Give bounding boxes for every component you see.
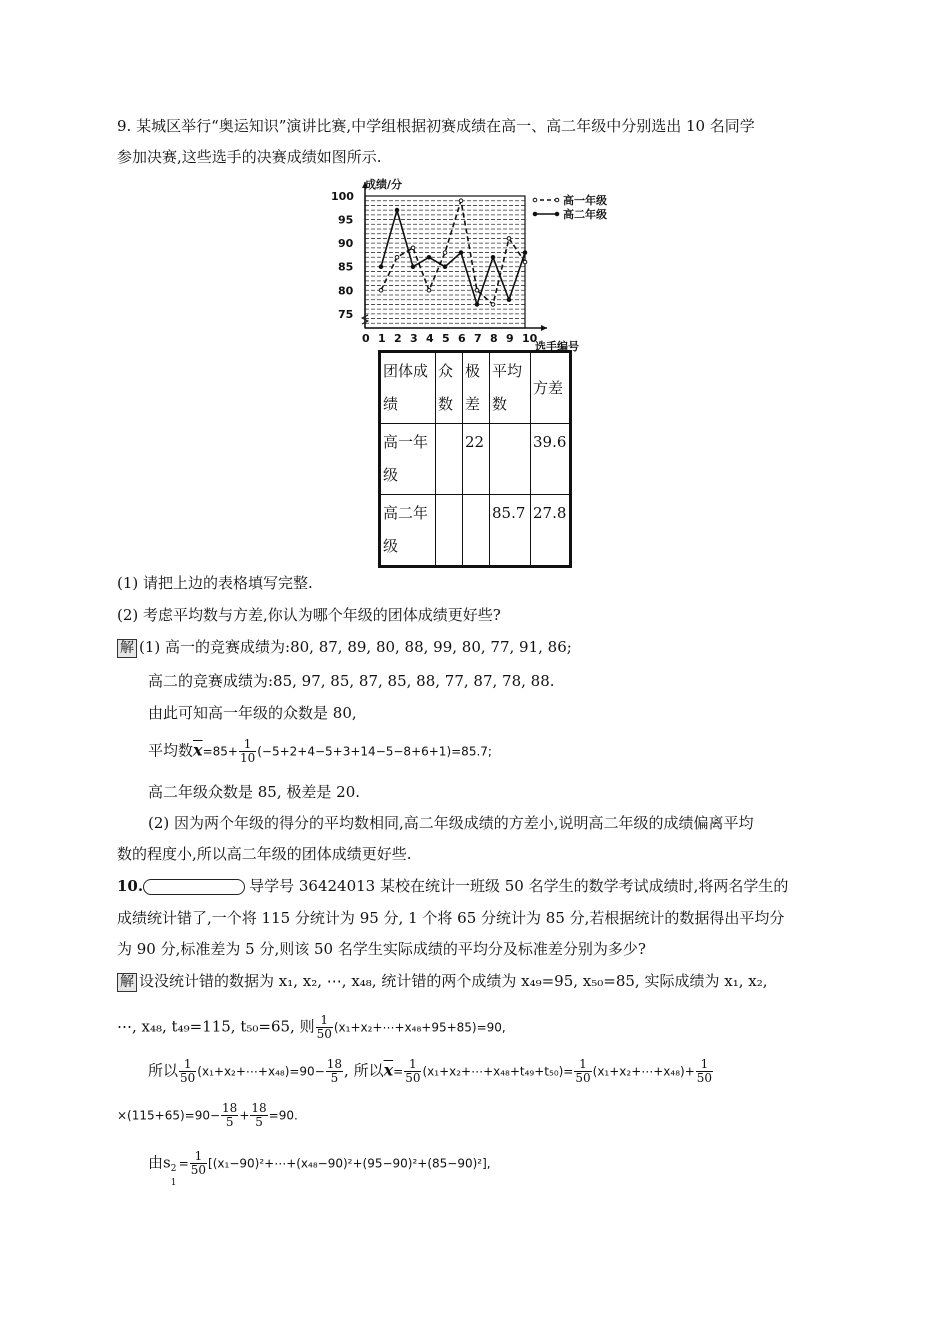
- x-tick-label: 5: [442, 332, 450, 345]
- fraction: $\frac{1}{50}$: [316, 1013, 332, 1041]
- legend-label: 高一年级: [563, 194, 607, 207]
- eq-part: (x₁+x₂+⋯+x₄₈)=90−: [197, 1064, 325, 1079]
- legend-point: [555, 198, 559, 202]
- eq-part: (x₁+x₂+⋯+x₄₈+t₄₉+t₅₀)=: [422, 1064, 574, 1079]
- eq-part: =90.: [268, 1108, 298, 1123]
- x-tick-label: 9: [506, 332, 514, 345]
- data-point: [427, 255, 431, 259]
- data-point: [411, 246, 415, 250]
- eq-part: +: [239, 1108, 250, 1123]
- x-tick-label: 3: [410, 332, 418, 345]
- fraction: $\frac{1}{50}$: [180, 1057, 196, 1085]
- eq-part: (−5+2+4−5+3+14−5−8+6+1)=85.7;: [257, 744, 492, 759]
- answer-badge: 解: [117, 639, 137, 658]
- y-tick-label: 90: [338, 237, 354, 251]
- x-tick-label: 0: [362, 332, 370, 345]
- data-point: [507, 237, 511, 241]
- y-axis-label: 成绩/分: [365, 178, 403, 191]
- eq-part: (x₁+x₂+⋯+x₄₈)+: [592, 1064, 695, 1079]
- y-tick-label: 75: [338, 307, 354, 321]
- y-tick-label: 85: [338, 260, 354, 274]
- data-point: [491, 255, 495, 259]
- data-point: [427, 288, 431, 292]
- table-cell: 高二年级: [380, 495, 436, 567]
- fraction: $\frac{1}{10}$: [239, 737, 256, 765]
- eq-part: =85+: [202, 744, 238, 759]
- data-point: [443, 265, 447, 269]
- data-point: [475, 303, 479, 307]
- eq-part: [(x₁−90)²+⋯+(x₄₈−90)²+(95−90)²+(85−90)²],: [208, 1156, 491, 1171]
- eq-part: ×(115+65)=90−: [117, 1108, 221, 1123]
- table-header: 极差: [463, 352, 490, 424]
- q10-line3: 为 90 分,标准差为 5 分,则该 50 名学生实际成绩的平均分及标准差分别为多少?: [117, 940, 646, 958]
- x-axis-arrow: [541, 325, 547, 331]
- q9-line1: 9. 某城区举行“奥运知识”演讲比赛,中学组根据初赛成绩在高一、高二年级中分别选出 10 名同学: [117, 117, 755, 135]
- legend-point: [533, 212, 537, 216]
- answer10-line1: [117, 970, 768, 992]
- data-point: [523, 260, 527, 264]
- answer9-line7: 数的程度小,所以高二年级的团体成绩更好些.: [117, 845, 412, 863]
- x-tick-label: 4: [426, 332, 434, 345]
- answer10-line4: [117, 1102, 298, 1129]
- table-cell: 27.8: [531, 495, 571, 567]
- legend-label: 高二年级: [563, 208, 607, 221]
- data-point: [491, 303, 495, 307]
- fraction: $\frac{1}{50}$: [696, 1057, 713, 1085]
- x-axis-label: 选手编号: [535, 340, 579, 353]
- mean-symbol: $\overline{x}$: [193, 740, 203, 760]
- y-tick-label: 100: [331, 190, 354, 203]
- data-point: [411, 265, 415, 269]
- y-tick-label: 80: [338, 284, 354, 298]
- answer10-line3: [148, 1058, 714, 1085]
- answer9-line1: [117, 636, 572, 658]
- q10-line1: [117, 875, 788, 897]
- table-cell: 22: [463, 424, 490, 495]
- legend-point: [555, 212, 559, 216]
- guide-oval-icon: [143, 879, 245, 895]
- table-cell: 85.7: [490, 495, 531, 567]
- x-tick-label: 10: [522, 332, 538, 345]
- answer9-text: (1) 高一的竞赛成绩为:80, 87, 89, 80, 88, 99, 80, 77, 91, 86;: [139, 638, 572, 656]
- data-point: [507, 298, 511, 302]
- q10-number: 10.: [117, 877, 144, 895]
- data-point: [523, 251, 527, 255]
- data-point: [475, 288, 479, 292]
- data-point: [443, 251, 447, 255]
- eq-part: =: [178, 1156, 189, 1171]
- answer9-line4: [148, 738, 492, 765]
- q9-line2: 参加决赛,这些选手的决赛成绩如图所示.: [117, 148, 382, 166]
- fraction: $\frac{18}{5}$: [251, 1101, 267, 1129]
- table-header: 众数: [436, 352, 463, 424]
- fraction: $\frac{1}{50}$: [190, 1149, 207, 1177]
- mean-symbol: $\overline{x}$: [383, 1060, 394, 1080]
- table-cell: 39.6: [531, 424, 571, 495]
- x-tick-label: 1: [378, 332, 386, 345]
- table-header: 团体成绩: [380, 352, 436, 424]
- chart-grid: [365, 196, 525, 328]
- data-point: [379, 288, 383, 292]
- data-point: [379, 265, 383, 269]
- q9-sub1: (1) 请把上边的表格填写完整.: [117, 574, 313, 592]
- x-tick-label: 2: [394, 332, 402, 345]
- data-point: [459, 251, 463, 255]
- fraction: $\frac{18}{5}$: [222, 1101, 238, 1129]
- mean-label: 平均数: [148, 741, 194, 760]
- fraction: $\frac{18}{5}$: [326, 1057, 343, 1085]
- answer9-line5: 高二年级众数是 85, 极差是 20.: [148, 783, 361, 801]
- table-header: 平均数: [490, 352, 531, 424]
- eq-part: 由s: [148, 1153, 171, 1172]
- legend-point: [533, 198, 537, 202]
- x-tick-label: 8: [490, 332, 498, 345]
- x-tick-label: 7: [474, 332, 482, 345]
- q9-sub2: (2) 考虑平均数与方差,你认为哪个年级的团体成绩更好些?: [117, 606, 501, 624]
- table-cell: [463, 495, 490, 567]
- answer10-line5: 由s 2 1 = $\frac{1}{50}$ [(x₁−90)²+⋯+(x₄₈−90)²+(95−90)²+(85−90)²],: [148, 1149, 491, 1188]
- answer10-line2: [117, 1014, 506, 1041]
- answer10-text: 设没统计错的数据为 x₁, x₂, ⋯, x₄₈, 统计错的两个成绩为 x₄₉=95, x₅₀=85, 实际成绩为 x₁, x₂,: [139, 972, 768, 990]
- y-tick-label: 95: [338, 213, 354, 227]
- table-cell: [436, 424, 463, 495]
- answer-badge: 解: [117, 973, 137, 992]
- answer9-line3: 由此可知高一年级的众数是 80,: [148, 704, 357, 722]
- q10-line2: 成绩统计错了,一个将 115 分统计为 95 分, 1 个将 65 分统计为 85 分,若根据统计的数据得出平均分: [117, 909, 785, 927]
- answer9-line2: 高二的竞赛成绩为:85, 97, 85, 87, 85, 88, 77, 87, 78, 88.: [148, 672, 555, 690]
- data-point: [459, 199, 463, 203]
- eq-part: =: [393, 1064, 404, 1079]
- table-cell: 高一年级: [380, 424, 436, 495]
- eq-part: (x₁+x₂+⋯+x₄₈+95+85)=90,: [333, 1020, 506, 1035]
- eq-part: , 所以: [344, 1061, 384, 1080]
- eq-part: ⋯, x₄₈, t₄₉=115, t₅₀=65, 则: [117, 1017, 315, 1036]
- score-table: [378, 350, 572, 568]
- data-point: [395, 208, 399, 212]
- fraction: $\frac{1}{50}$: [405, 1057, 421, 1085]
- table-cell: [436, 495, 463, 567]
- fraction: $\frac{1}{50}$: [575, 1057, 591, 1085]
- table-cell: [490, 424, 531, 495]
- q10-text: 导学号 36424013 某校在统计一班级 50 名学生的数学考试成绩时,将两名学生的: [249, 877, 789, 895]
- table-header: 方差: [531, 352, 571, 424]
- score-line-chart: [331, 178, 607, 353]
- answer9-line6: (2) 因为两个年级的得分的平均数相同,高二年级成绩的方差小,说明高二年级的成绩偏离平均: [148, 814, 754, 832]
- eq-part: 所以: [148, 1061, 179, 1080]
- data-point: [395, 255, 399, 259]
- axis-break: [362, 315, 368, 324]
- x-tick-label: 6: [458, 332, 466, 345]
